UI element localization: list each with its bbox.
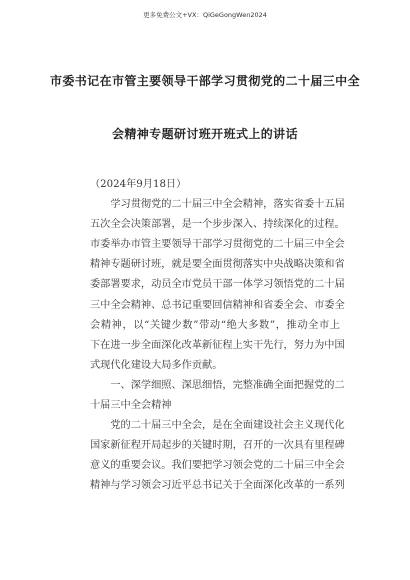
body-line: 三中全会精神、总书记重要回信精神和省委全会、市委全 bbox=[90, 299, 345, 311]
speech-title-line-2: 会精神专题研讨班开班式上的讲话 bbox=[111, 127, 298, 141]
body-line: 式现代化建设大局多作贡献。 bbox=[90, 359, 223, 371]
body-line: 市委举办市管主要领导干部学习贯彻党的二十届三中全会 bbox=[90, 239, 345, 251]
speech-body bbox=[90, 175, 345, 497]
body-line: 下在进一步全面深化改革新征程上实干先行，努力为中国 bbox=[90, 339, 345, 351]
body-line: 意义的重要会议。我们要把学习领会党的二十届三中全会 bbox=[90, 460, 345, 472]
body-line: 学习贯彻党的二十届三中全会精神，落实省委十五届 bbox=[90, 199, 345, 211]
header-note: 更多免费公文+VX：QiGeGongWen2024 bbox=[143, 11, 267, 19]
body-line: 精神与学习领会习近平总书记关于全面深化改革的一系列 bbox=[90, 480, 345, 492]
section-heading-line: 十届三中全会精神 bbox=[90, 400, 172, 412]
body-line: 精神专题研讨班，就是要全面贯彻落实中央战略决策和省 bbox=[90, 259, 345, 271]
speech-date: （2024年9月18日） bbox=[90, 179, 187, 190]
speech-title-line-1: 市委书记在市管主要领导干部学习贯彻党的二十届三中全 bbox=[49, 74, 360, 88]
body-line: 国家新征程开局起步的关键时期，召开的一次具有里程碑 bbox=[90, 440, 345, 452]
body-line: 会精神，以“关键少数”带动“绝大多数”，推动全市上 bbox=[90, 319, 340, 331]
section-heading-line: 一、深学细照、深思细悟，完整准确全面把握党的二 bbox=[90, 379, 345, 391]
body-line: 党的二十届三中全会，是在全面建设社会主义现代化 bbox=[90, 420, 345, 432]
body-line: 五次全会决策部署，是一个步步深入、持续深化的过程。 bbox=[90, 219, 345, 231]
body-line: 委部署要求，动员全市党员干部一体学习领悟党的二十届 bbox=[90, 279, 345, 291]
